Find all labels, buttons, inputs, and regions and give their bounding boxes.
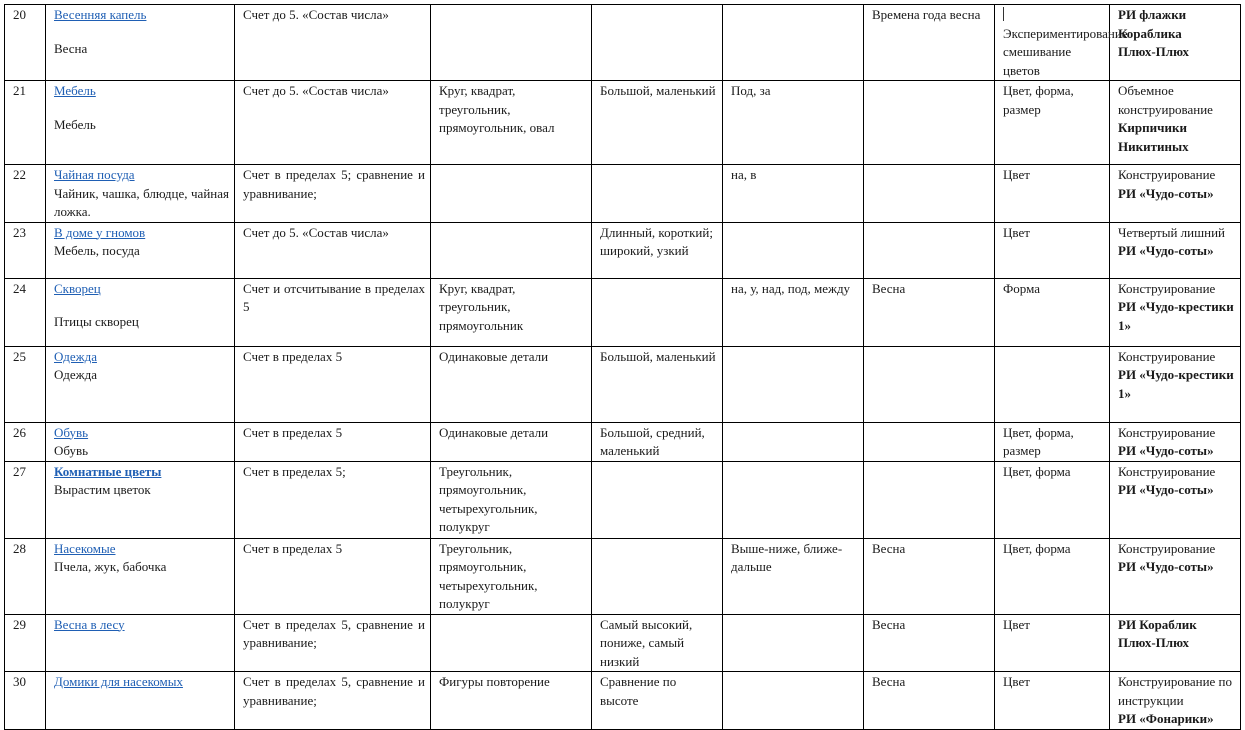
- game-name: РИ «Фонарики»: [1118, 711, 1214, 726]
- game-name: РИ «Чудо-соты»: [1118, 243, 1214, 258]
- table-row: [5, 346, 1241, 422]
- game-cell: [1110, 278, 1241, 346]
- topic-link[interactable]: Чайная посуда: [54, 167, 135, 182]
- counting-cell: [235, 614, 431, 672]
- table-row: [5, 165, 1241, 223]
- topic-subtitle: Вырастим цветок: [54, 482, 151, 497]
- counting-text: Счет в пределах 5: [243, 540, 343, 556]
- spatial-cell: [723, 5, 864, 81]
- lesson-number-cell: 30: [5, 672, 46, 730]
- season-text: Весна: [872, 540, 906, 556]
- size-cell: [592, 422, 723, 461]
- season-text: Весна: [872, 280, 906, 296]
- counting-text: Счет в пределах 5, сравнение и уравнивание;: [243, 616, 425, 650]
- topic-link[interactable]: Обувь: [54, 424, 89, 440]
- size-text: Самый высокий, пониже, самый низкий: [600, 616, 693, 669]
- spatial-cell: [723, 346, 864, 422]
- game-cell: [1110, 422, 1241, 461]
- size-cell: [592, 222, 723, 278]
- game-name: Кораблика: [1118, 25, 1182, 41]
- shapes-cell: [431, 222, 592, 278]
- topic-subtitle: Обувь: [54, 443, 89, 458]
- table-row: [5, 81, 1241, 165]
- topic-link[interactable]: Комнатные цветы: [54, 463, 162, 479]
- spatial-cell: [723, 614, 864, 672]
- spatial-cell: [723, 461, 864, 538]
- shapes-cell: [431, 81, 592, 165]
- table-row: [5, 278, 1241, 346]
- size-text: Большой, средний, маленький: [600, 424, 705, 458]
- property-text: Экспериментирование смешивание цветов: [1003, 25, 1128, 78]
- season-text: Времена года весна: [872, 7, 981, 22]
- shapes-text: Треугольник, прямоугольник, четырехугольник, полукруг: [439, 540, 538, 611]
- counting-text: Счет в пределах 5: [243, 424, 343, 440]
- game-name: Плюх-Плюх: [1118, 44, 1189, 59]
- property-text: Цвет: [1003, 167, 1030, 182]
- lesson-number-cell: 22: [5, 165, 46, 223]
- topic-link[interactable]: Домики для насекомых: [54, 674, 183, 689]
- size-cell: [592, 5, 723, 81]
- shapes-text: Фигуры повторение: [439, 674, 550, 689]
- property-cell: [995, 165, 1110, 223]
- size-text: Сравнение по высоте: [600, 674, 677, 708]
- lesson-number-cell: 21: [5, 81, 46, 165]
- game-text: Конструирование: [1118, 348, 1216, 364]
- lesson-number-cell: 24: [5, 278, 46, 346]
- season-cell: [864, 461, 995, 538]
- table-row: [5, 5, 1241, 81]
- shapes-cell: [431, 165, 592, 223]
- shapes-cell: [431, 538, 592, 614]
- counting-text: Счет в пределах 5: [243, 348, 343, 364]
- counting-text: Счет в пределах 5; сравнение и уравнивание;: [243, 167, 425, 201]
- counting-cell: [235, 346, 431, 422]
- topic-cell: [46, 614, 235, 672]
- topic-subtitle: Пчела, жук, бабочка: [54, 559, 167, 574]
- spatial-text: на, в: [731, 167, 757, 182]
- property-text: Цвет, форма, размер: [1003, 424, 1074, 458]
- topic-cell: [46, 422, 235, 461]
- size-cell: [592, 278, 723, 346]
- property-cell: [995, 346, 1110, 422]
- size-cell: [592, 538, 723, 614]
- spatial-cell: [723, 672, 864, 730]
- spatial-cell: [723, 81, 864, 165]
- table-row: [5, 538, 1241, 614]
- property-cell: [995, 461, 1110, 538]
- size-cell: [592, 346, 723, 422]
- game-name: РИ флажки: [1118, 7, 1187, 22]
- shapes-text: Треугольник, прямоугольник, четырехугольник, полукруг: [439, 463, 538, 534]
- topic-link[interactable]: Весенняя капель: [54, 7, 147, 22]
- topic-link[interactable]: Мебель: [54, 83, 96, 98]
- topic-subtitle: Одежда: [54, 367, 97, 382]
- game-name: РИ «Чудо-крестики 1»: [1118, 367, 1234, 401]
- property-text: Цвет: [1003, 224, 1030, 240]
- size-text: Большой, маленький: [600, 348, 716, 364]
- game-name: РИ «Чудо-крестики 1»: [1118, 299, 1234, 333]
- lesson-number-cell: 28: [5, 538, 46, 614]
- topic-subtitle: Мебель, посуда: [54, 243, 140, 258]
- spacer: [54, 25, 229, 40]
- season-text: Весна: [872, 616, 906, 632]
- game-text: Конструирование по инструкции: [1118, 674, 1233, 708]
- counting-cell: [235, 165, 431, 223]
- spacer: [54, 298, 229, 313]
- property-text: Цвет: [1003, 616, 1030, 632]
- lesson-number-cell: 25: [5, 346, 46, 422]
- topic-cell: [46, 538, 235, 614]
- game-name: РИ Кораблик Плюх-Плюх: [1118, 616, 1197, 650]
- counting-cell: [235, 672, 431, 730]
- counting-cell: [235, 278, 431, 346]
- game-cell: [1110, 81, 1241, 165]
- game-cell: [1110, 461, 1241, 538]
- season-cell: [864, 165, 995, 223]
- season-text: Весна: [872, 674, 906, 689]
- season-cell: [864, 614, 995, 672]
- spatial-cell: [723, 222, 864, 278]
- table-row: [5, 461, 1241, 538]
- topic-cell: [46, 5, 235, 81]
- shapes-cell: [431, 672, 592, 730]
- game-cell: [1110, 672, 1241, 730]
- season-cell: [864, 81, 995, 165]
- table-row: [5, 672, 1241, 730]
- season-cell: [864, 5, 995, 81]
- game-cell: [1110, 222, 1241, 278]
- shapes-text: Круг, квадрат, треугольник, прямоугольник: [439, 280, 524, 333]
- counting-cell: [235, 5, 431, 81]
- season-cell: [864, 672, 995, 730]
- game-cell: [1110, 5, 1241, 81]
- season-cell: [864, 222, 995, 278]
- shapes-cell: [431, 614, 592, 672]
- size-text: Длинный, короткий; широкий, узкий: [600, 224, 713, 258]
- size-text: Большой, маленький: [600, 83, 716, 98]
- property-text: Цвет, форма: [1003, 540, 1071, 556]
- topic-cell: [46, 222, 235, 278]
- property-cell: [995, 538, 1110, 614]
- topic-subtitle: Весна: [54, 40, 88, 56]
- property-cell: [995, 672, 1110, 730]
- season-cell: [864, 422, 995, 461]
- table-row: [5, 222, 1241, 278]
- counting-text: Счет до 5. «Состав числа»: [243, 83, 389, 98]
- game-cell: [1110, 614, 1241, 672]
- counting-text: Счет в пределах 5;: [243, 463, 346, 479]
- size-cell: [592, 461, 723, 538]
- counting-text: Счет до 5. «Состав числа»: [243, 224, 389, 240]
- spatial-cell: [723, 422, 864, 461]
- property-cell: [995, 5, 1128, 81]
- property-cell: [995, 81, 1110, 165]
- game-name: РИ «Чудо-соты»: [1118, 559, 1214, 574]
- topic-link[interactable]: Насекомые: [54, 540, 116, 556]
- lesson-number-cell: 27: [5, 461, 46, 538]
- topic-cell: [46, 461, 235, 538]
- game-text: Конструирование: [1118, 540, 1216, 556]
- text-cursor: [1003, 7, 1004, 21]
- counting-cell: [235, 422, 431, 461]
- lesson-number-cell: 29: [5, 614, 46, 672]
- game-cell: [1110, 346, 1241, 422]
- property-text: Форма: [1003, 280, 1040, 296]
- spatial-cell: [723, 278, 864, 346]
- spatial-cell: [723, 538, 864, 614]
- counting-cell: [235, 538, 431, 614]
- game-name: РИ «Чудо-соты»: [1118, 185, 1214, 201]
- topic-cell: [46, 81, 235, 165]
- topic-cell: [46, 346, 235, 422]
- season-cell: [864, 538, 995, 614]
- shapes-text: Круг, квадрат, треугольник, прямоугольник, овал: [439, 83, 555, 135]
- game-cell: [1110, 165, 1241, 223]
- property-cell: [995, 614, 1110, 672]
- game-text: Объемное конструирование: [1118, 83, 1213, 117]
- topic-subtitle: Чайник, чашка, блюдце, чайная ложка.: [54, 185, 229, 219]
- spatial-cell: [723, 165, 864, 223]
- size-cell: [592, 672, 723, 730]
- spatial-text: на, у, над, под, между: [731, 280, 851, 296]
- property-text: Цвет: [1003, 674, 1030, 689]
- topic-link[interactable]: В доме у гномов: [54, 224, 146, 240]
- topic-link[interactable]: Скворец: [54, 280, 101, 296]
- topic-subtitle: Птицы скворец: [54, 314, 139, 329]
- counting-cell: [235, 222, 431, 278]
- lesson-number-cell: 23: [5, 222, 46, 278]
- lesson-number-cell: 26: [5, 422, 46, 461]
- spatial-text: Под, за: [731, 83, 771, 98]
- season-cell: [864, 278, 995, 346]
- lesson-plan-table: [4, 4, 1241, 730]
- property-text: Цвет, форма, размер: [1003, 83, 1074, 117]
- game-name: РИ «Чудо-соты»: [1118, 482, 1214, 497]
- table-row: [5, 614, 1241, 672]
- game-text: Конструирование: [1118, 463, 1216, 479]
- shapes-cell: [431, 346, 592, 422]
- counting-text: Счет до 5. «Состав числа»: [243, 7, 389, 22]
- property-cell: [995, 422, 1110, 461]
- topic-link[interactable]: Одежда: [54, 348, 97, 364]
- property-cell: [995, 278, 1110, 346]
- game-text: Конструирование: [1118, 280, 1216, 296]
- shapes-cell: [431, 422, 592, 461]
- size-cell: [592, 165, 723, 223]
- game-name: Кирпичики Никитиных: [1118, 120, 1189, 154]
- game-name: РИ «Чудо-соты»: [1118, 443, 1214, 458]
- shapes-text: Одинаковые детали: [439, 348, 549, 364]
- game-text: Конструирование: [1118, 424, 1216, 440]
- shapes-cell: [431, 5, 592, 81]
- table-row: [5, 422, 1241, 461]
- topic-link[interactable]: Весна в лесу: [54, 616, 125, 632]
- property-text: Цвет, форма: [1003, 463, 1071, 479]
- game-text: Четвертый лишний: [1118, 224, 1226, 240]
- shapes-text: Одинаковые детали: [439, 424, 549, 440]
- property-cell: [995, 222, 1110, 278]
- spatial-text: Выше-ниже, ближе-дальше: [731, 540, 843, 574]
- counting-cell: [235, 461, 431, 538]
- size-cell: [592, 614, 723, 672]
- lesson-plan-body: [5, 5, 1241, 730]
- shapes-cell: [431, 278, 592, 346]
- size-cell: [592, 81, 723, 165]
- counting-text: Счет в пределах 5, сравнение и уравнивание;: [243, 674, 425, 708]
- spacer: [54, 101, 229, 116]
- topic-cell: [46, 672, 235, 730]
- counting-text: Счет и отсчитывание в пределах 5: [243, 280, 425, 314]
- lesson-number-cell: 20: [5, 5, 46, 81]
- season-cell: [864, 346, 995, 422]
- topic-cell: [46, 278, 235, 346]
- shapes-cell: [431, 461, 592, 538]
- topic-subtitle: Мебель: [54, 116, 96, 132]
- counting-cell: [235, 81, 431, 165]
- game-cell: [1110, 538, 1241, 614]
- topic-cell: [46, 165, 235, 223]
- game-text: Конструирование: [1118, 167, 1216, 182]
